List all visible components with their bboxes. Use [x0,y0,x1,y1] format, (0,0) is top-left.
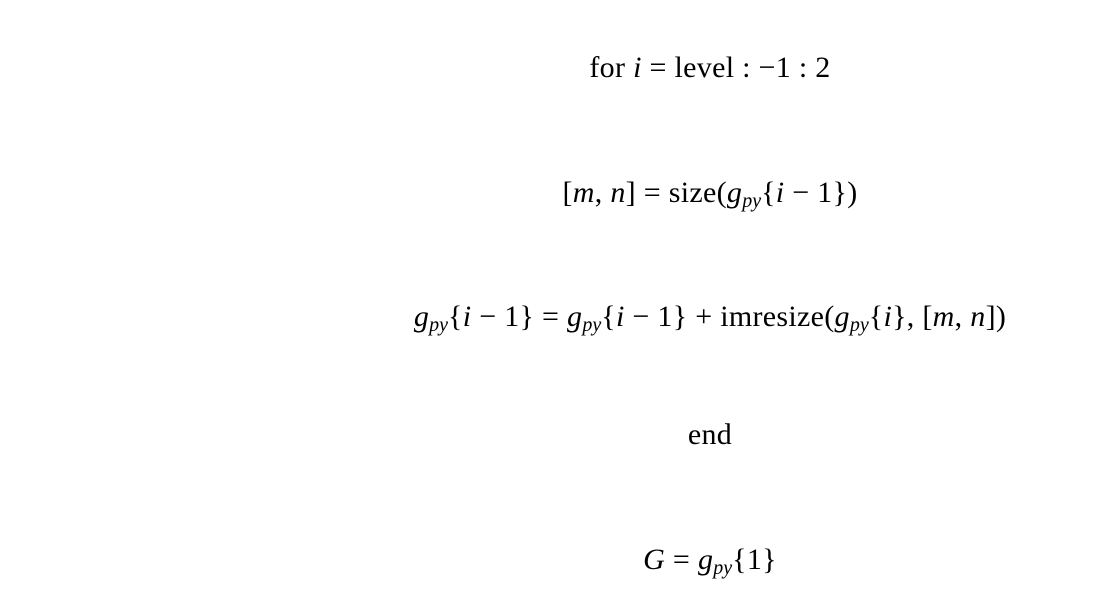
subscript-py: py [742,190,762,212]
var-m: m [932,300,955,333]
plus-imresize-call: − 1} + imresize( [624,300,835,333]
var-n: n [970,300,986,333]
open-brace: { [868,300,884,333]
open-brace: { [448,300,463,333]
var-i: i [633,51,642,84]
subscript-py: py [582,314,602,336]
var-i: i [615,300,625,333]
equals-size-call: ] = size( [625,176,727,209]
subscript-py: py [849,314,869,336]
var-m: m [572,176,595,209]
var-n: n [610,176,626,209]
close-brackets: ]) [985,300,1007,333]
var-g: g [697,543,714,576]
var-g: g [567,300,583,333]
open-brace: { [761,176,776,209]
comma: , [954,300,971,333]
brace-one: {1} [732,543,777,576]
var-g: g [834,300,850,333]
minus-one-close: − 1}) [784,176,858,209]
minus-one-equals: − 1} = [471,300,568,333]
var-G: G [643,543,666,576]
var-g: g [413,300,430,333]
open-brace: { [601,300,616,333]
equation-line-result [158,540,1104,588]
equation-line-for-loop [158,48,1104,88]
var-i: i [883,300,893,333]
var-i: i [775,176,785,209]
var-i: i [462,300,472,333]
equation-line-pyramid-update [158,297,1104,345]
subscript-py: py [713,557,733,579]
keyword-for: for [589,51,634,84]
subscript-py: py [429,314,449,336]
loop-range-text: = level : −1 : 2 [641,51,831,84]
keyword-end: end [687,418,733,451]
equals: = [665,543,698,576]
var-g: g [726,176,743,209]
equation-line-end [158,415,1104,455]
close-brace-open-bracket: }, [ [892,300,933,333]
comma: , [594,176,611,209]
equation-line-size [158,173,1104,221]
open-bracket: [ [562,176,573,209]
